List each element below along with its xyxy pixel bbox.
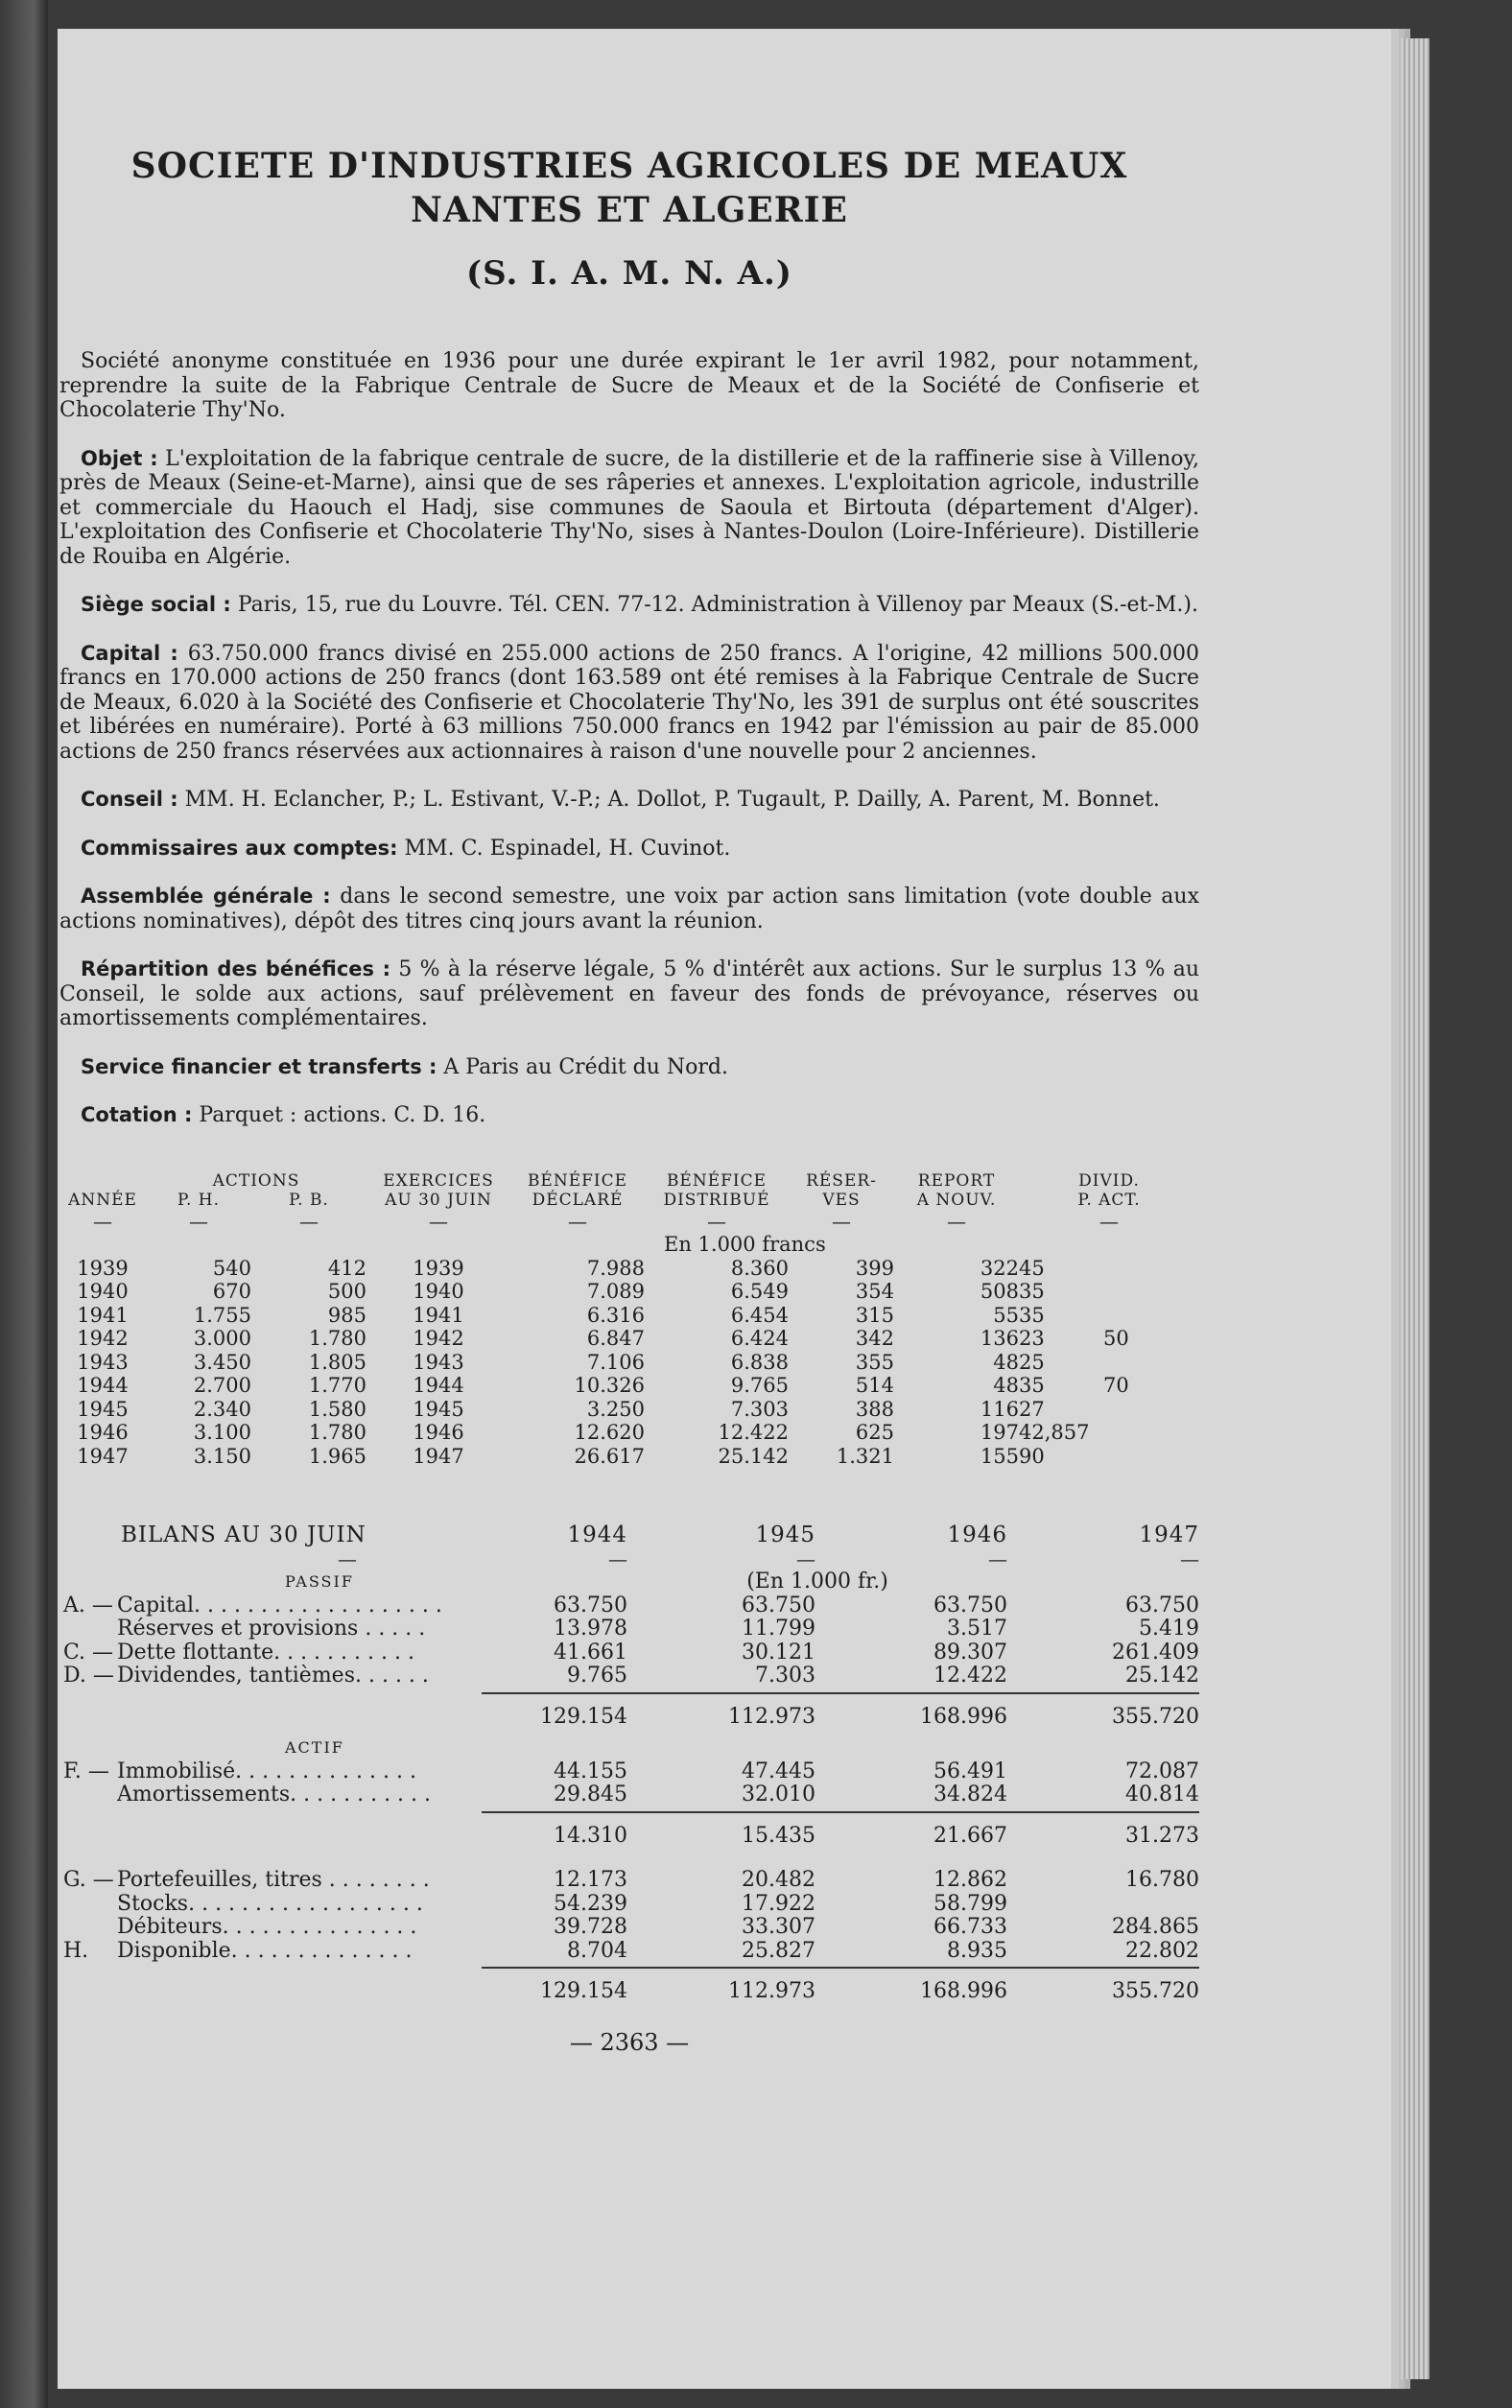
section-text: dans le second semestre, une voix par action sans limitation (vote double aux actions nominatives), dépôt des titres cinq jours avant la réunion.: [59, 885, 1199, 933]
table-cell: [1007, 1736, 1199, 1760]
table-cell: 3.250: [586, 1397, 645, 1421]
table-cell: 322: [980, 1256, 1019, 1280]
table-cell: 70: [1103, 1374, 1129, 1397]
year-1947: 1947: [1139, 1523, 1199, 1547]
header-actions: ACTIONS: [212, 1170, 300, 1191]
table-cell: 2.700: [193, 1374, 251, 1397]
value-1946: 12.422: [933, 1664, 1007, 1688]
table-cell: 48: [993, 1374, 1019, 1397]
table-cell: 508: [980, 1280, 1019, 1303]
value-1944: 12.173: [554, 1868, 627, 1892]
value-1944: 63.750: [554, 1593, 627, 1617]
row-letter: F. —: [63, 1759, 109, 1783]
table-cell: 6.847: [586, 1327, 645, 1350]
balance-row: [59, 1869, 1199, 1893]
section-paragraph: [59, 1055, 1199, 1080]
row-letter: H.: [63, 1938, 89, 1963]
table-cell: 1944: [413, 1374, 464, 1397]
balance-row: [59, 1664, 1199, 1688]
table-cell: 1.755: [193, 1303, 251, 1327]
table-cell: 8.360: [730, 1256, 789, 1280]
year-1944: 1944: [567, 1523, 627, 1547]
table-cell: 45: [1019, 1256, 1045, 1280]
table-cell: 6.454: [730, 1303, 789, 1327]
section-lead: Cotation :: [81, 1103, 193, 1126]
value-1947: 284.865: [1112, 1915, 1199, 1939]
table-cell: 514: [855, 1374, 894, 1397]
table-cell: 27: [1019, 1397, 1045, 1421]
value-1946: 66.733: [933, 1915, 1007, 1939]
table-cell: 6.424: [730, 1327, 789, 1350]
header-pb: P. B.: [289, 1190, 329, 1210]
statistics-table: ACTIONS EXERCICES BÉNÉFICE BÉNÉFICE RÉSER- REPORT DIVID. ANNÉE P. H. P. B. AU 30 JUIN DÉCLARÉ DISTRIBUÉ VES A NOUV. P. ACT. — — — — — — — — — En 1.000 francs 1939 540 412 1939 7.988 8.360 399 322 45 1940 670 500 1940 7.089 6.549 354 508 35 1941 1.755 985 1941 6.316 6.454 315 55 35 1942 3.000 1.780 1942 6.847 6.424 342 136 23 50 1943 3.450 1.805 1943 7.106 6.838 355 48 25 1944 2.700 1.770 1944 10.326 9.765 514 48 35 70 1945 2.340 1.580 1945 3.250 7.303 388 116 27 1946 3.100 1.780 1946 12.620 12.422 625 197 42,857 1947 3.150 1.965 1947 26.617 25.142 1.321 155 90: [59, 1171, 1199, 1469]
row-letter: G. —: [63, 1868, 114, 1892]
table-row: [59, 1421, 1199, 1445]
total-row: [59, 1812, 1199, 1849]
table-row: [59, 1374, 1199, 1398]
value-1945: 20.482: [742, 1868, 815, 1892]
section-paragraph: [59, 447, 1199, 570]
header-pact: P. ACT.: [1077, 1190, 1141, 1210]
row-label: Stocks. . . . . . . . . . . . . . . . . .: [117, 1892, 423, 1916]
table-cell: 625: [855, 1421, 894, 1444]
table-cell: 50: [1103, 1327, 1129, 1350]
table-cell: 1943: [413, 1350, 464, 1374]
table-cell: [59, 1812, 117, 1849]
total-row: [59, 1693, 1199, 1730]
table-cell: 399: [855, 1256, 894, 1280]
table-cell: 500: [327, 1280, 366, 1303]
table-cell: [59, 1693, 117, 1730]
table-cell: 12.422: [718, 1421, 789, 1444]
balance-row: [59, 1594, 1199, 1618]
table-cell: 3.150: [193, 1444, 251, 1468]
table-cell: 1942: [77, 1327, 129, 1350]
table-cell: 23: [1019, 1327, 1045, 1350]
balance-row: [59, 1940, 1199, 1964]
value-1946: 89.307: [933, 1640, 1007, 1664]
table-cell: 1940: [413, 1280, 464, 1303]
table-cell: 1940: [77, 1280, 129, 1303]
value-1945: 25.827: [742, 1938, 815, 1963]
table-cell: [117, 1812, 482, 1849]
header-ves: VES: [822, 1190, 861, 1210]
row-label: Immobilisé. . . . . . . . . . . . . .: [117, 1759, 416, 1783]
table-cell: 12.620: [574, 1421, 645, 1444]
row-letter: [59, 1893, 117, 1917]
section-lead: Objet :: [81, 446, 158, 470]
header-ph: P. H.: [177, 1190, 221, 1210]
table-cell: 116: [980, 1397, 1019, 1421]
value-1946: 12.862: [933, 1868, 1007, 1892]
total-1946: 168.996: [815, 1968, 1007, 2004]
table-cell: 1.805: [308, 1350, 366, 1374]
value-1946: 56.491: [933, 1759, 1007, 1783]
value-1947: 72.087: [1125, 1759, 1199, 1783]
section-lead: Siège social :: [81, 593, 231, 616]
spacer-row: [59, 1848, 1199, 1869]
section-paragraph: [59, 885, 1199, 933]
book-page-edges: [1401, 38, 1429, 2379]
table-cell: 1.321: [836, 1444, 894, 1468]
passif-label: PASSIF: [285, 1572, 354, 1591]
header-benefice2: BÉNÉFICE: [666, 1170, 768, 1191]
table-cell: [117, 1968, 482, 2004]
header-au30juin: AU 30 JUIN: [385, 1190, 492, 1210]
table-cell: 1.780: [308, 1327, 366, 1350]
table-cell: 1.965: [308, 1444, 366, 1468]
row-label: Dividendes, tantièmes. . . . . .: [117, 1664, 429, 1688]
table-cell: [482, 1736, 627, 1760]
table-cell: [1096, 1421, 1199, 1445]
actif-label: ACTIF: [285, 1738, 344, 1757]
balance-row: [59, 1641, 1199, 1665]
value-1945: 7.303: [755, 1664, 815, 1688]
section-lead: Assemblée générale :: [81, 885, 331, 908]
balance-row: [59, 1783, 1199, 1807]
table-cell: 540: [212, 1256, 251, 1280]
value-1947: 22.802: [1125, 1938, 1199, 1963]
table-cell: 7.988: [586, 1256, 645, 1280]
value-1947: 5.419: [1139, 1617, 1199, 1641]
row-label: Capital. . . . . . . . . . . . . . . . . . .: [117, 1594, 442, 1617]
table-cell: 1942: [413, 1327, 464, 1350]
company-title: SOCIETE D'INDUSTRIES AGRICOLES DE MEAUX: [130, 146, 1128, 186]
header-distribue: DISTRIBUÉ: [663, 1190, 770, 1210]
value-1944: 54.239: [554, 1891, 627, 1916]
table-cell: 7.303: [730, 1397, 789, 1421]
table-cell: 1941: [413, 1303, 464, 1327]
table-cell: 412: [327, 1256, 366, 1280]
value-1946: 58.799: [933, 1891, 1007, 1916]
header-annee: ANNÉE: [68, 1190, 137, 1210]
value-1947: [1007, 1893, 1199, 1917]
header-declare: DÉCLARÉ: [532, 1190, 624, 1210]
total-1947: 355.720: [1007, 1968, 1199, 2004]
table-row: [59, 1445, 1199, 1469]
value-1944: 13.978: [554, 1617, 627, 1641]
section-paragraph: [59, 957, 1199, 1031]
balance-row: [59, 1916, 1199, 1940]
value-1945: 33.307: [742, 1915, 815, 1939]
value-1947: 40.814: [1125, 1782, 1199, 1806]
table-cell: 25.142: [718, 1444, 789, 1468]
table-cell: 1.770: [308, 1374, 366, 1397]
year-1945: 1945: [755, 1523, 815, 1547]
total-1947: 31.273: [1007, 1812, 1199, 1849]
row-letter: [59, 1617, 117, 1641]
table-cell: 1945: [77, 1397, 129, 1421]
header-reser: RÉSER-: [806, 1170, 877, 1191]
table-cell: 1.780: [308, 1421, 366, 1444]
year-1946: 1946: [947, 1523, 1007, 1547]
page-content: [59, 144, 1199, 2056]
value-1947: 261.409: [1112, 1640, 1199, 1664]
value-1946: 34.824: [933, 1782, 1007, 1806]
table-cell: [59, 1570, 117, 1594]
row-label: Amortissements. . . . . . . . . . .: [117, 1783, 432, 1806]
table-cell: 354: [855, 1280, 894, 1303]
balance-sheet-title: BILANS AU 30 JUIN: [121, 1523, 366, 1547]
value-1944: 9.765: [567, 1664, 627, 1688]
section-lead: Répartition des bénéfices :: [81, 957, 391, 980]
passif-header-row: [59, 1570, 1199, 1594]
value-1946: 8.935: [947, 1938, 1007, 1963]
total-row: [59, 1968, 1199, 2004]
table-cell: 6.838: [730, 1350, 789, 1374]
section-paragraph: [59, 642, 1199, 765]
table-cell: 342: [855, 1327, 894, 1350]
table-cell: 25: [1019, 1350, 1045, 1374]
total-1945: 15.435: [627, 1812, 815, 1849]
table-cell: 1946: [77, 1421, 129, 1444]
value-1945: 47.445: [742, 1759, 815, 1783]
header-anouv: A NOUV.: [916, 1190, 997, 1210]
table-cell: 3.450: [193, 1350, 251, 1374]
total-1945: 112.973: [627, 1968, 815, 2004]
table-cell: [482, 1570, 627, 1594]
header-exercices: EXERCICES: [383, 1170, 494, 1191]
row-label: Dette flottante. . . . . . . . . . .: [117, 1641, 414, 1664]
page-number: — 2363 —: [569, 2028, 690, 2056]
table-cell: 155: [980, 1444, 1019, 1468]
value-1945: 11.799: [742, 1617, 815, 1641]
balance-sheet-table: [59, 1523, 1199, 2004]
table-cell: 388: [855, 1397, 894, 1421]
row-letter: [59, 1783, 117, 1807]
intro-paragraph: Société anonyme constituée en 1936 pour une durée expirant le 1er avril 1982, pour notamment, reprendre la suite de la Fabrique Centrale de Sucre de Meaux et de la Société de Confiserie et Chocolaterie Thy'No.: [59, 349, 1199, 422]
table-cell: 2.340: [193, 1397, 251, 1421]
balance-sheet-body: BILANS AU 30 JUIN 1944 1945 1946 1947 — — — — — PASSIF (En 1.000 fr.) A. — Capital. . . . . . . . . . . . . . . . . . . 63.750 63.750 63.750 63.750 Réserves et provisions . . . . . 13.978 11.799 3.517 5.419 C. — Dette flottante. . . . . . . . . . . 41.661 30.121 89.307 261.409 D. — Dividendes, tantièmes. . . . . . 9.765 7.303 12.422 25.142 129.154 112.973 168.996 355.720 ACTIF F. — Immobilisé. . . . . . . . . . . . . . 44.155 47.445 56.491 72.087 Amortissements. . . . . . . . . . . 29.845 32.010 34.824 40.814 14.310 15.435 21.667 31.273 G. — Portefeuilles, titres . . . . . . . . 12.173 20.482 12.862 16.780 Stocks. . . . . . . . . . . . . . . . . . 54.239 17.922 58.799 Débiteurs. . . . . . . . . . . . . . . 39.728 33.307 66.733 284.865 H. Disponible. . . . . . . . . . . . . . 8.704 25.827 8.935 22.802 129.154 112.973 168.996 355.720: [59, 1523, 1199, 2004]
row-letter: D. —: [63, 1664, 114, 1688]
table-cell: 670: [212, 1280, 251, 1303]
stats-unit: En 1.000 francs: [664, 1233, 826, 1256]
total-1945: 112.973: [627, 1693, 815, 1730]
balance-row: [59, 1617, 1199, 1641]
balance-row: [59, 1760, 1199, 1784]
header-benefice: BÉNÉFICE: [527, 1170, 628, 1191]
table-cell: [1096, 1257, 1199, 1281]
table-cell: 9.765: [730, 1374, 789, 1397]
table-cell: [117, 1693, 482, 1730]
statistics-body: [59, 1257, 1199, 1469]
table-cell: 10.326: [574, 1374, 645, 1397]
value-1947: 25.142: [1125, 1664, 1199, 1688]
section-lead: Capital :: [81, 641, 178, 665]
table-cell: 1.580: [308, 1397, 366, 1421]
table-cell: 35: [1019, 1280, 1045, 1303]
table-cell: 42,857: [1019, 1421, 1090, 1444]
table-cell: [1096, 1280, 1199, 1304]
table-cell: 355: [855, 1350, 894, 1374]
total-1947: 355.720: [1007, 1693, 1199, 1730]
row-label: Débiteurs. . . . . . . . . . . . . . .: [117, 1916, 417, 1939]
table-cell: 1947: [77, 1444, 129, 1468]
table-row: [59, 1327, 1199, 1351]
spacer-row: [59, 1729, 1199, 1736]
table-cell: [627, 1736, 815, 1760]
total-1944: 14.310: [482, 1812, 627, 1849]
table-cell: 48: [993, 1350, 1019, 1374]
section-paragraph: [59, 788, 1199, 813]
table-cell: 197: [980, 1421, 1019, 1444]
table-row: [59, 1351, 1199, 1375]
row-letter: C. —: [63, 1640, 114, 1664]
value-1945: 30.121: [742, 1640, 815, 1664]
table-cell: 6.549: [730, 1280, 789, 1303]
table-cell: 1943: [77, 1350, 129, 1374]
table-cell: 55: [993, 1303, 1019, 1327]
adjacent-page-edge: [0, 0, 48, 2408]
table-cell: 7.089: [586, 1280, 645, 1303]
header-report: REPORT: [917, 1170, 996, 1191]
value-1945: 63.750: [742, 1593, 815, 1617]
table-cell: 1944: [77, 1374, 129, 1397]
table-row: [59, 1257, 1199, 1281]
section-text: Paris, 15, rue du Louvre. Tél. CEN. 77-12. Administration à Villenoy par Meaux (S.-et-M.).: [237, 593, 1198, 617]
table-cell: [1007, 1570, 1199, 1594]
table-cell: [59, 1968, 117, 2004]
sections-list: [59, 447, 1199, 1128]
section-text: Parquet : actions. C. D. 16.: [199, 1103, 486, 1127]
value-1944: 29.845: [554, 1782, 627, 1806]
value-1945: 17.922: [742, 1891, 815, 1916]
total-1944: 129.154: [482, 1968, 627, 2004]
section-paragraph: [59, 1103, 1199, 1128]
section-text: 5 % à la réserve légale, 5 % d'intérêt aux actions. Sur le surplus 13 % au Conseil, le solde aux actions, sauf prélèvement en faveur des fonds de prévoyance, réserves ou amortissements complémentaires.: [59, 957, 1199, 1030]
section-text: 63.750.000 francs divisé en 255.000 actions de 250 francs. A l'origine, 42 millions 500.000 francs en 170.000 actions de 250 francs (dont 163.589 ont été remises à la Fabrique Centrale de Sucre de Meaux, 6.020 à la Société des Confiserie et Chocolaterie Thy'No, les 391 de surplus ont été souscrites et libérées en numéraire). Porté à 63 millions 750.000 francs en 1942 par l'émission au pair de 85.000 actions de 250 francs réservées aux actionnaires à raison d'une nouvelle pour 2 anciennes.: [59, 641, 1199, 764]
total-1946: 21.667: [815, 1812, 1007, 1849]
section-paragraph: [59, 593, 1199, 618]
section-text: MM. H. Eclancher, P.; L. Estivant, V.-P.; A. Dollot, P. Tugault, P. Dailly, A. Parent, M. Bonnet.: [184, 788, 1160, 812]
table-cell: 1939: [77, 1256, 129, 1280]
value-1947: 16.780: [1125, 1868, 1199, 1892]
balance-unit: (En 1.000 fr.): [746, 1570, 888, 1594]
table-cell: 985: [327, 1303, 366, 1327]
table-cell: 315: [855, 1303, 894, 1327]
table-cell: 90: [1019, 1444, 1045, 1468]
row-label: Disponible. . . . . . . . . . . . . .: [117, 1939, 413, 1963]
row-letter: [59, 1916, 117, 1940]
total-1944: 129.154: [482, 1693, 627, 1730]
table-row: [59, 1398, 1199, 1422]
value-1944: 44.155: [554, 1759, 627, 1783]
company-acronym: (S. I. A. M. N. A.): [466, 254, 792, 293]
company-subtitle: NANTES ET ALGERIE: [411, 190, 848, 230]
table-cell: 136: [980, 1327, 1019, 1350]
header-divid: DIVID.: [1078, 1170, 1140, 1191]
table-cell: [1096, 1351, 1199, 1375]
table-cell: 7.106: [586, 1350, 645, 1374]
table-cell: [1096, 1304, 1199, 1328]
value-1944: 8.704: [567, 1938, 627, 1963]
section-text: A Paris au Crédit du Nord.: [443, 1054, 728, 1079]
value-1944: 39.728: [554, 1915, 627, 1939]
actif-header-row: [59, 1736, 1199, 1760]
table-cell: 1941: [77, 1303, 129, 1327]
table-cell: 3.100: [193, 1421, 251, 1444]
section-lead: Conseil :: [81, 788, 178, 811]
table-cell: [1096, 1398, 1199, 1422]
section-lead: Commissaires aux comptes:: [81, 836, 398, 860]
row-label: Portefeuilles, titres . . . . . . . .: [117, 1869, 430, 1892]
value-1946: 63.750: [933, 1593, 1007, 1617]
section-lead: Service financier et transferts :: [81, 1054, 437, 1078]
table-cell: 1947: [413, 1444, 464, 1468]
value-1944: 41.661: [554, 1640, 627, 1664]
table-cell: 26.617: [574, 1444, 645, 1468]
row-label: Réserves et provisions . . . . .: [117, 1617, 426, 1641]
value-1946: 3.517: [947, 1617, 1007, 1641]
table-cell: [1096, 1445, 1199, 1469]
table-cell: 3.000: [193, 1327, 251, 1350]
section-text: MM. C. Espinadel, H. Cuvinot.: [404, 836, 731, 861]
table-cell: 1945: [413, 1397, 464, 1421]
value-1947: 63.750: [1125, 1593, 1199, 1617]
row-letter: A. —: [63, 1593, 113, 1617]
table-cell: [59, 1736, 117, 1760]
value-1945: 32.010: [742, 1782, 815, 1806]
table-cell: 35: [1019, 1303, 1045, 1327]
section-text: L'exploitation de la fabrique centrale de sucre, de la distillerie et de la raffinerie sise à Villenoy, près de Meaux (Seine-et-Marne), ainsi que de ses râperies et annexes. L'exploitation agricole, industrille et commerciale du Haouch el Hadj, sise communes de Saoula et Birtouta (département d'Alger). L'exploitation des Confiserie et Chocolaterie Thy'No, sises à Nantes-Doulon (Loire-Inférieure). Distillerie de Rouiba en Algérie.: [59, 446, 1200, 569]
balance-row: [59, 1893, 1199, 1917]
table-cell: 6.316: [586, 1303, 645, 1327]
table-row: [59, 1280, 1199, 1304]
table-cell: 1939: [413, 1256, 464, 1280]
total-1946: 168.996: [815, 1693, 1007, 1730]
table-row: [59, 1304, 1199, 1328]
table-cell: 1946: [413, 1421, 464, 1444]
table-cell: 35: [1019, 1374, 1045, 1397]
table-cell: [815, 1736, 1007, 1760]
section-paragraph: [59, 837, 1199, 862]
